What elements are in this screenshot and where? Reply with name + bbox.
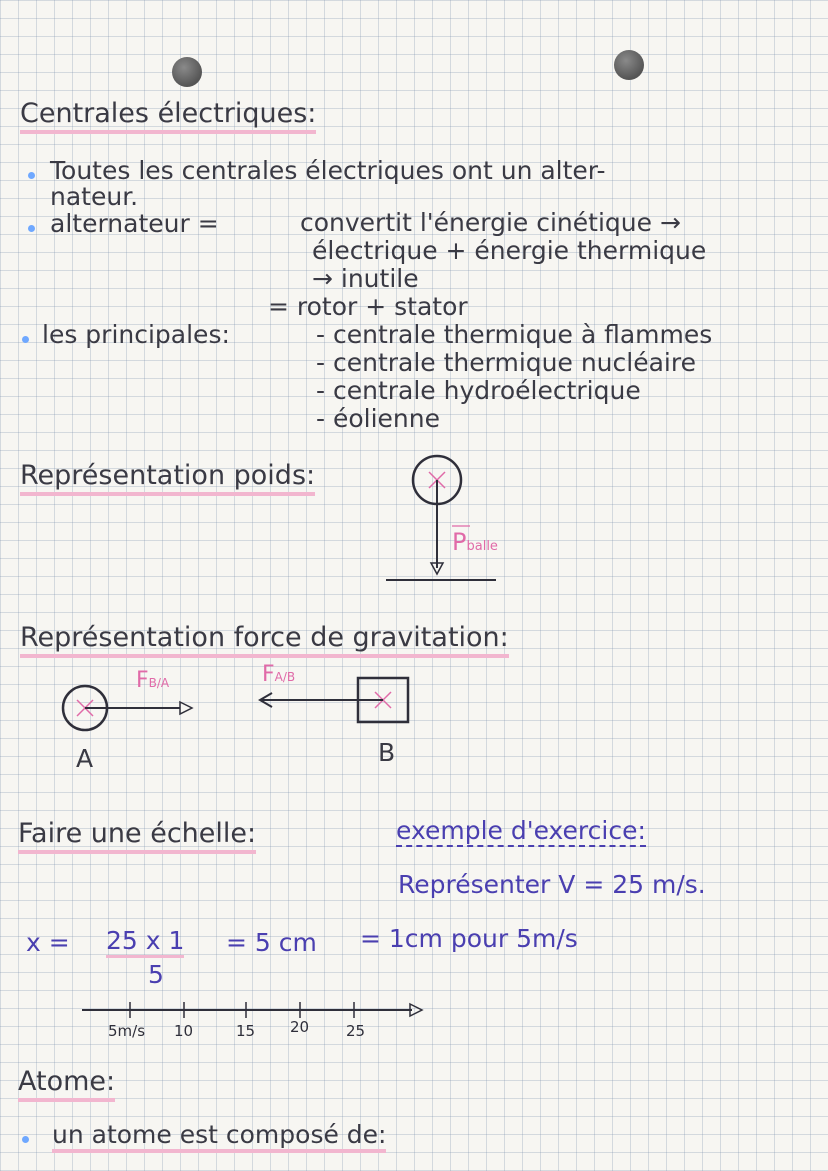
- centrales-line1: Toutes les centrales électriques ont un alter-: [50, 156, 606, 185]
- principales-item: - centrale thermique à flammes: [316, 320, 713, 349]
- heading-centrales-text: Centrales électriques:: [20, 98, 316, 134]
- heading-gravitation: [20, 622, 509, 653]
- force-ab-sub: A/B: [274, 670, 296, 684]
- force-ba-sub: B/A: [148, 676, 170, 690]
- force-ab-label: [262, 662, 295, 687]
- heading-poids: [20, 460, 315, 491]
- calc-result: = 5 cm: [226, 928, 317, 957]
- scale-tick-label: 20: [290, 1018, 310, 1036]
- label-a: A: [76, 744, 94, 773]
- poids-diagram: [380, 450, 580, 590]
- calc-x: x =: [26, 928, 70, 957]
- weight-label: [452, 528, 498, 556]
- force-ba-f: F: [136, 668, 149, 693]
- principales-label: les principales:: [42, 320, 230, 349]
- calc-scale: = 1cm pour 5m/s: [360, 924, 578, 953]
- exemple-label: [396, 818, 646, 844]
- principales-item: - centrale hydroélectrique: [316, 376, 641, 405]
- principales-item: - éolienne: [316, 404, 440, 433]
- calc-numerator: [106, 928, 184, 954]
- alternateur-def4: = rotor + stator: [268, 292, 468, 321]
- bullet-dot: [22, 1136, 29, 1143]
- centrales-line2: nateur.: [50, 182, 139, 211]
- heading-gravitation-text: Représentation force de gravitation:: [20, 622, 509, 658]
- heading-poids-text: Représentation poids:: [20, 460, 315, 496]
- force-ba-label: [136, 668, 169, 693]
- label-b: B: [378, 738, 396, 767]
- atome-line1: [52, 1122, 386, 1148]
- heading-echelle: [18, 818, 256, 849]
- bullet-dot: [28, 172, 35, 179]
- weight-label-sub: balle: [466, 539, 498, 554]
- exercise-task: Représenter V = 25 m/s.: [398, 870, 706, 899]
- force-ab-f: F: [262, 662, 275, 687]
- exemple-label-text: exemple d'exercice:: [396, 816, 646, 845]
- heading-atome: [18, 1066, 115, 1097]
- calc-numerator-text: 25 x 1: [106, 926, 184, 958]
- bullet-dot: [28, 225, 35, 232]
- atome-line1-text: un atome est composé de:: [52, 1120, 386, 1153]
- weight-label-p: P: [452, 528, 467, 556]
- bullet-dot: [22, 336, 29, 343]
- alternateur-label: alternateur =: [50, 209, 219, 238]
- scale-tick-label: 10: [174, 1022, 194, 1040]
- alternateur-def2: électrique + énergie thermique: [312, 236, 707, 265]
- heading-centrales: [20, 98, 316, 129]
- heading-echelle-text: Faire une échelle:: [18, 818, 256, 854]
- principales-item: - centrale thermique nucléaire: [316, 348, 696, 377]
- scale-tick-label: 5m/s: [108, 1022, 146, 1040]
- alternateur-def3: → inutile: [312, 264, 419, 293]
- alternateur-def1: convertit l'énergie cinétique →: [300, 208, 681, 237]
- gravitation-diagram: [40, 660, 460, 750]
- heading-atome-text: Atome:: [18, 1066, 115, 1102]
- binder-hole-right: [614, 50, 644, 80]
- binder-hole-left: [172, 57, 202, 87]
- scale-tick-label: 25: [346, 1022, 366, 1040]
- force-ba-arrowhead: [180, 702, 192, 714]
- calc-denominator: 5: [148, 960, 164, 989]
- scale-tick-label: 15: [236, 1022, 256, 1040]
